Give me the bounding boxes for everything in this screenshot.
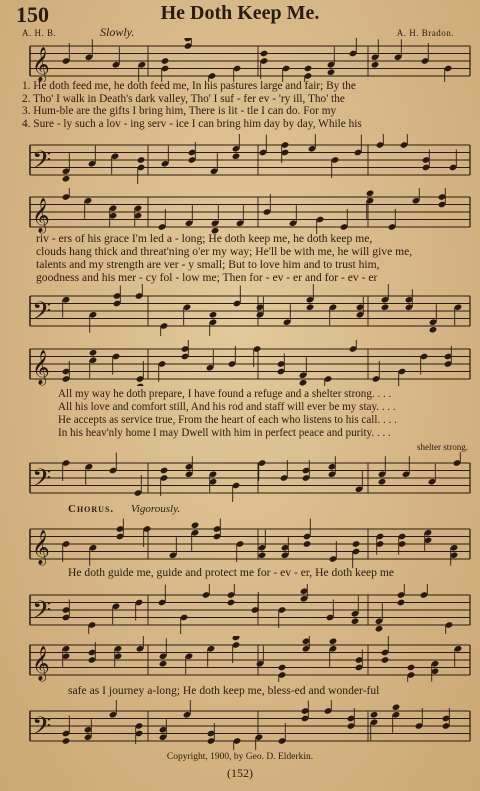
verse-line: 1. He doth feed me, he doth feed me, In his pastures large and fair; By the xyxy=(22,80,356,92)
hymn-number: 150 xyxy=(16,2,49,27)
music-credit: A. H. Bradon. xyxy=(396,28,454,38)
verse-line: 3. Hum-ble are the gifts I bring him, There is lit - tle I can do. For my xyxy=(22,105,337,118)
shelter-note: shelter strong. xyxy=(417,442,468,452)
svg-text:𝄞: 𝄞 xyxy=(32,350,50,385)
svg-text:𝄞: 𝄞 xyxy=(32,198,50,233)
verse-line: All his love and comfort still, And his rod and staff will ever be my stay. . . . xyxy=(58,401,396,413)
svg-text:𝄞: 𝄞 xyxy=(32,530,50,565)
music-staff-system-4-bass xyxy=(0,584,480,634)
svg-text:𝄢: 𝄢 xyxy=(32,464,52,499)
svg-text:𝄢: 𝄢 xyxy=(32,146,52,181)
svg-text:𝄞: 𝄞 xyxy=(32,47,50,82)
music-staff-system-2-bass xyxy=(0,284,480,336)
music-staff-system-1-bass xyxy=(0,134,480,184)
words-credit: A. H. B. xyxy=(22,28,57,38)
chorus-tempo: Vigorously. xyxy=(130,503,181,515)
verses-block-3 xyxy=(58,388,480,440)
verses-block-2 xyxy=(36,232,470,284)
music-staff-system-5-treble xyxy=(0,636,480,682)
tempo-marking: Slowly. xyxy=(100,25,135,39)
page-number: (152) xyxy=(227,766,253,780)
music-staff-system-3-bass xyxy=(0,452,480,502)
chorus-label: Chorus. xyxy=(68,503,115,515)
verse-line: clouds hang thick and threat'ning o'er my way; He'll be with me, he will give me, xyxy=(36,245,413,258)
verses-block-1 xyxy=(22,80,470,130)
verse-line: 2. Tho' I walk in Death's dark valley, Tho' I suf - fer ev - 'ry ill, Tho' the xyxy=(22,92,345,105)
verse-line: In his heav'nly home I may Dwell with him in perfect peace and purity. . . . xyxy=(58,427,391,439)
svg-text:𝄞: 𝄞 xyxy=(32,646,50,681)
music-staff-system-1-treble xyxy=(0,38,480,82)
verse-line: He accepts as service true, From the heart of each who listens to his call. . . . xyxy=(58,414,397,426)
music-staff-system-5-bass xyxy=(0,700,480,750)
verse-line: goodness and his mer - cy fol - low me; Then for - ev - er and for - ev - er xyxy=(36,271,378,284)
music-staff-system-3-treble xyxy=(0,340,480,386)
chorus-heading xyxy=(68,503,180,515)
svg-text:𝄢: 𝄢 xyxy=(32,596,52,631)
verse-line: riv - ers of his grace I'm led a - long; He doth keep me, he doth keep me, xyxy=(36,232,373,245)
copyright-notice: Copyright, 1900, by Geo. D. Elderkin. xyxy=(166,752,314,762)
chorus-lyric-2: safe as I journey a-long; He doth keep me, bless-ed and wonder-ful xyxy=(68,684,380,697)
chorus-lyric-1: He doth guide me, guide and protect me for - ev - er, He doth keep me xyxy=(68,566,394,579)
svg-text:𝄢: 𝄢 xyxy=(32,297,52,332)
svg-text:𝄢: 𝄢 xyxy=(32,712,52,747)
verse-line: 4. Sure - ly such a lov - ing serv - ice I can bring him day by day, While his xyxy=(22,117,362,130)
music-staff-system-2-treble xyxy=(0,188,480,234)
verse-line: talents and my strength are ver - y small; But to love him and to trust him, xyxy=(36,258,380,271)
hymn-title: He Doth Keep Me. xyxy=(160,2,320,24)
verse-line: All my way he doth prepare, I have found a refuge and a shelter strong. . . . xyxy=(58,388,392,400)
music-staff-system-4-treble xyxy=(0,518,480,568)
